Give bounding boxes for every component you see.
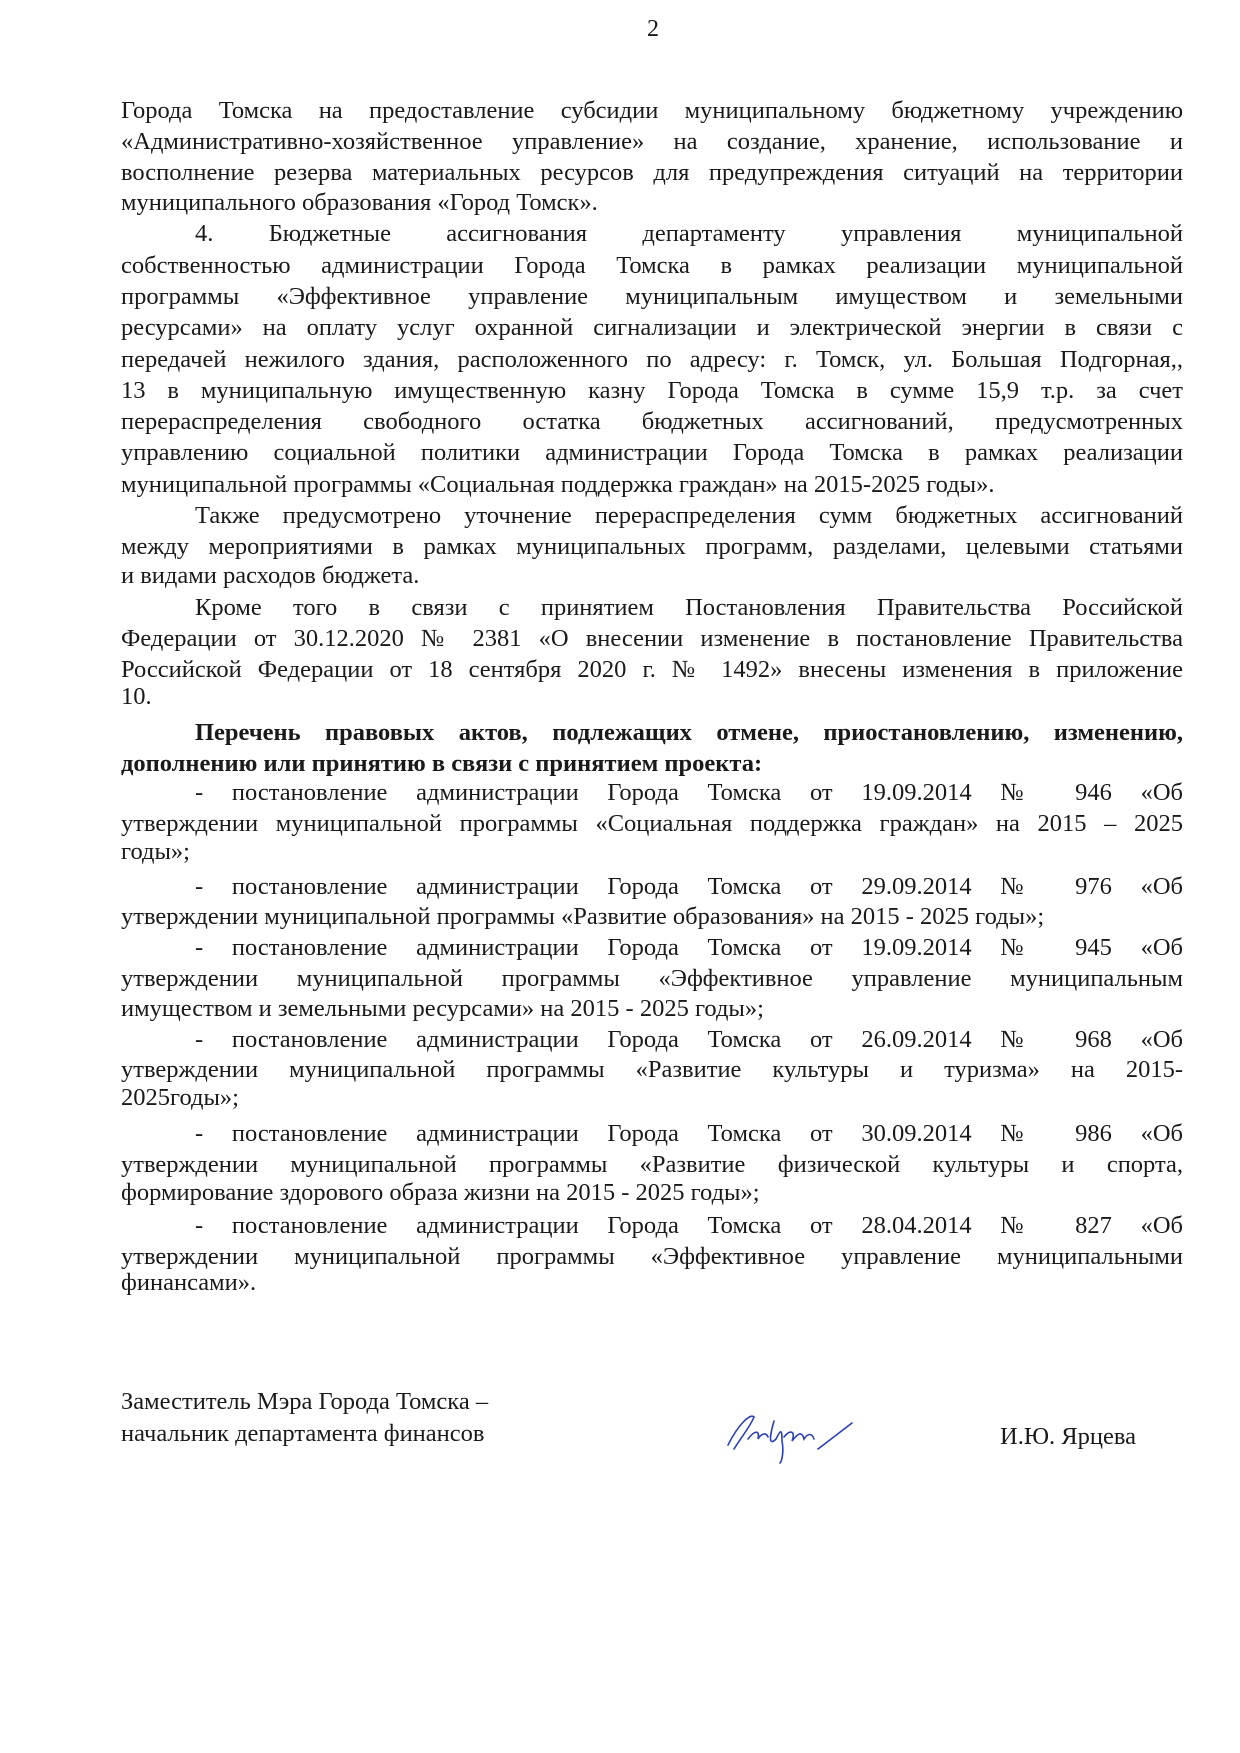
text-line: муниципального образования «Город Томск». [121, 189, 598, 216]
text-line: программы «Эффективное управление муниципальным имуществом и земельными [121, 283, 1183, 310]
text-line: восполнение резерва материальных ресурсов для предупреждения ситуаций на территории [121, 159, 1183, 186]
text-line: Федерации от 30.12.2020 № 2381 «О внесении изменение в постановление Правительства [121, 625, 1183, 652]
text-line: перераспределения свободного остатка бюджетных ассигнований, предусмотренных [121, 408, 1183, 435]
text-line: формирование здорового образа жизни на 2015 - 2025 годы»; [121, 1179, 760, 1206]
text-line: утверждении муниципальной программы «Социальная поддержка граждан» на 2015 – 2025 [121, 810, 1183, 837]
text-line: утверждении муниципальной программы «Эффективное управление муниципальным [121, 965, 1183, 992]
text-line: - постановление администрации Города Томска от 30.09.2014 № 986 «Об [195, 1120, 1183, 1147]
text-line: «Административно-хозяйственное управление» на создание, хранение, использование и [121, 128, 1183, 155]
signatory-position-line1: Заместитель Мэра Города Томска – [121, 1388, 489, 1415]
handwritten-signature [720, 1405, 870, 1465]
signatory-position-line2: начальник департамента финансов [121, 1420, 485, 1447]
text-line: финансами». [121, 1269, 257, 1296]
text-line: Города Томска на предоставление субсидии муниципальному бюджетному учреждению [121, 97, 1183, 124]
text-line: 13 в муниципальную имущественную казну Города Томска в сумме 15,9 т.р. за счет [121, 377, 1183, 404]
text-line: ресурсами» на оплату услуг охранной сигнализации и электрической энергии в связи с [121, 314, 1183, 341]
text-line: 10. [121, 683, 152, 710]
heading-line: Перечень правовых актов, подлежащих отмене, приостановлению, изменению, [195, 719, 1183, 746]
text-line: утверждении муниципальной программы «Развитие культуры и туризма» на 2015- [121, 1056, 1183, 1083]
text-line: Российской Федерации от 18 сентября 2020 г. № 1492» внесены изменения в приложение [121, 656, 1183, 683]
text-line: Кроме того в связи с принятием Постановления Правительства Российской [195, 594, 1183, 621]
text-line: - постановление администрации Города Томска от 19.09.2014 № 946 «Об [195, 779, 1183, 806]
text-line: утверждении муниципальной программы «Развитие образования» на 2015 - 2025 годы»; [121, 903, 1045, 930]
text-line: передачей нежилого здания, расположенного по адресу: г. Томск, ул. Большая Подгорная,, [121, 346, 1183, 373]
text-line: 2025годы»; [121, 1084, 239, 1111]
text-line: управлению социальной политики администрации Города Томска в рамках реализации [121, 439, 1183, 466]
text-line: - постановление администрации Города Томска от 28.04.2014 № 827 «Об [195, 1212, 1183, 1239]
text-line: собственностью администрации Города Томска в рамках реализации муниципальной [121, 252, 1183, 279]
text-line: утверждении муниципальной программы «Развитие физической культуры и спорта, [121, 1151, 1183, 1178]
text-line: и видами расходов бюджета. [121, 562, 420, 589]
text-line: утверждении муниципальной программы «Эффективное управление муниципальными [121, 1243, 1183, 1270]
page-number: 2 [647, 16, 659, 42]
signatory-name: И.Ю. Ярцева [1000, 1423, 1136, 1450]
text-line: между мероприятиями в рамках муниципальных программ, разделами, целевыми статьями [121, 533, 1183, 560]
text-line: 4. Бюджетные ассигнования департаменту управления муниципальной [195, 220, 1183, 247]
text-line: имуществом и земельными ресурсами» на 2015 - 2025 годы»; [121, 995, 764, 1022]
text-line: муниципальной программы «Социальная поддержка граждан» на 2015-2025 годы». [121, 471, 995, 498]
heading-line: дополнению или принятию в связи с принятием проекта: [121, 750, 763, 777]
text-line: - постановление администрации Города Томска от 29.09.2014 № 976 «Об [195, 873, 1183, 900]
text-line: - постановление администрации Города Томска от 19.09.2014 № 945 «Об [195, 934, 1183, 961]
text-line: - постановление администрации Города Томска от 26.09.2014 № 968 «Об [195, 1026, 1183, 1053]
text-line: годы»; [121, 838, 190, 865]
text-line: Также предусмотрено уточнение перераспределения сумм бюджетных ассигнований [195, 502, 1183, 529]
